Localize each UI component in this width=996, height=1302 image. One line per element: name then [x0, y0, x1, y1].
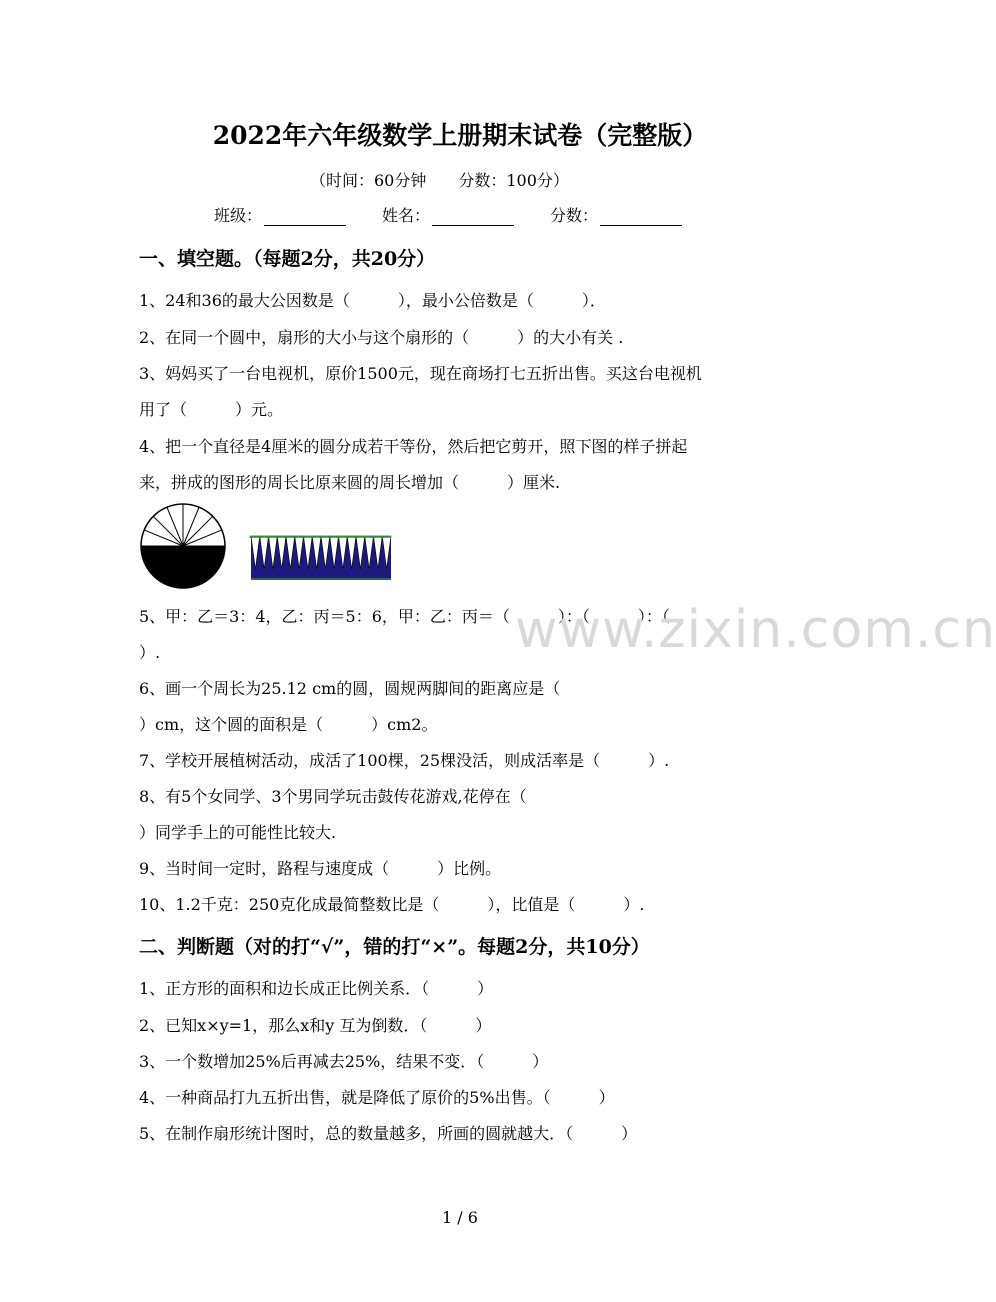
question-line: 6、画一个周长为25.12 cm的圆，圆规两脚间的距离应是（ — [139, 679, 561, 698]
circle-lower-half — [141, 546, 225, 588]
question-line: 7、学校开展植树活动，成活了100棵，25棵没活，则成活率是（ ）. — [139, 751, 670, 770]
watermark: www.zixin.com.cn — [515, 600, 996, 660]
class-field[interactable] — [214, 203, 346, 226]
question-line: 5、甲：乙＝3：4，乙：丙＝5：6，甲：乙：丙＝（ ）：（ ）：（ — [139, 607, 670, 626]
question-line: 8、有5个女同学、3个男同学玩击鼓传花游戏,花停在（ — [139, 787, 527, 806]
exam-meta: （时间：60分钟 分数：100分） — [310, 171, 569, 190]
section2-heading: 二、判断题（对的打“√”，错的打“×”。每题2分，共10分） — [139, 936, 650, 958]
question-line: 3、妈妈买了一台电视机，原价1500元，现在商场打七五折出售。买这台电视机 — [139, 364, 702, 383]
score-label: 分数： — [550, 206, 599, 225]
judgement-line: 2、已知x×y=1，那么x和y 互为倒数．（ ） — [139, 1016, 492, 1035]
question-line: 4、把一个直径是4厘米的圆分成若干等份，然后把它剪开，照下图的样子拼起 — [139, 437, 688, 456]
question-line: 1、24和36的最大公因数是（ ），最小公倍数是（ ）． — [139, 291, 606, 310]
question-line: 2、在同一个圆中，扇形的大小与这个扇形的（ ）的大小有关 . — [139, 328, 624, 347]
sector-line — [183, 516, 213, 546]
name-blank[interactable] — [432, 209, 514, 226]
question-line: 来，拼成的图形的周长比原来圆的周长增加（ ）厘米. — [139, 473, 561, 492]
page-number: 1 / 6 — [442, 1208, 478, 1227]
name-label: 姓名： — [382, 206, 431, 225]
question-line: ）cm，这个圆的面积是（ ）cm2。 — [139, 715, 438, 734]
student-info-fields — [214, 203, 682, 226]
judgement-line: 4、一种商品打九五折出售，就是降低了原价的5%出售。（ ） — [139, 1088, 615, 1107]
section1-heading: 一、填空题。（每题2分，共20分） — [139, 248, 436, 270]
page-title: 2022年六年级数学上册期末试卷（完整版） — [212, 121, 708, 150]
score-field[interactable] — [550, 203, 682, 226]
sectored-circle-diagram — [141, 504, 225, 588]
judgement-line: 5、在制作扇形统计图时，总的数量越多，所画的圆就越大．（ ） — [139, 1124, 638, 1143]
class-blank[interactable] — [264, 209, 346, 226]
question-line: 9、当时间一定时，路程与速度成（ ）比例。 — [139, 859, 502, 878]
circle-rearrangement-figure — [138, 500, 398, 592]
question-line: ）. — [139, 643, 161, 662]
question-line: ）同学手上的可能性比较大. — [139, 823, 337, 842]
class-label: 班级： — [214, 206, 263, 225]
rearranged-strip-diagram — [250, 536, 391, 580]
judgement-line: 1、正方形的面积和边长成正比例关系．（ ） — [139, 979, 494, 998]
question-line: 用了（ ）元。 — [139, 400, 284, 419]
sector-line — [153, 516, 183, 546]
name-field[interactable] — [382, 203, 514, 226]
question-line: 10、1.2千克：250克化成最简整数比是（ ），比值是（ ）. — [139, 895, 645, 914]
judgement-line: 3、一个数增加25%后再减去25%，结果不变．（ ） — [139, 1052, 549, 1071]
score-blank[interactable] — [600, 209, 682, 226]
